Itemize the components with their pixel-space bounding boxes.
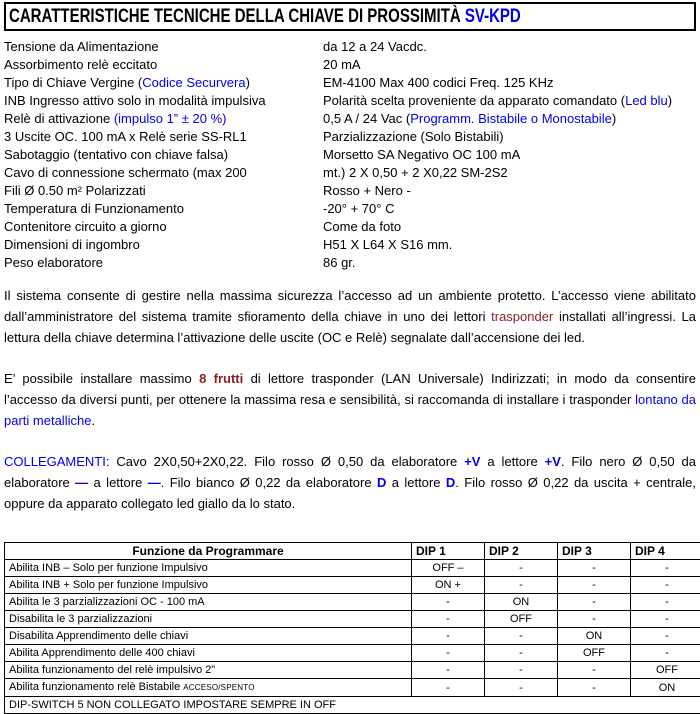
spec-value	[323, 38, 696, 56]
table-row	[5, 611, 700, 628]
text-segment: Abilita INB + Solo per funzione Impulsivo	[9, 579, 208, 591]
text-segment: Relè di attivazione	[4, 111, 114, 126]
spec-label	[4, 38, 323, 56]
cell-dip3: -	[558, 611, 631, 628]
cell-funzione	[5, 594, 412, 611]
spec-row	[4, 254, 696, 272]
cell-dip2: -	[485, 662, 558, 679]
cell-dip3: -	[558, 662, 631, 679]
spec-row	[4, 236, 696, 254]
text-segment: .	[91, 413, 95, 428]
cell-dip2: -	[485, 577, 558, 594]
paragraph	[4, 368, 696, 431]
spec-row	[4, 74, 696, 92]
spec-list	[4, 38, 696, 272]
cell-dip4: -	[631, 594, 700, 611]
spec-row	[4, 128, 696, 146]
text-segment: Peso elaboratore	[4, 255, 103, 270]
cell-dip4: -	[631, 577, 700, 594]
text-segment: lontano da parti metalliche	[4, 392, 696, 428]
text-segment: Rosso + Nero -	[323, 183, 411, 198]
spec-value	[323, 128, 696, 146]
text-segment: (impulso 1” ± 20 %)	[114, 111, 227, 126]
text-segment: 20 mA	[323, 57, 361, 72]
spec-label	[4, 218, 323, 236]
cell-funzione	[5, 679, 412, 697]
cell-dip1: -	[412, 611, 485, 628]
text-segment: Codice Securvera	[142, 75, 245, 90]
cell-dip4: OFF	[631, 662, 700, 679]
page-title	[9, 5, 548, 28]
table-row	[5, 577, 700, 594]
cell-dip4: ON	[631, 679, 700, 697]
spec-label	[4, 182, 323, 200]
text-segment: Il sistema consente di gestire nella massima sicurezza l’accesso ad un ambiente protetto. L’accesso viene abilitato dall’amministratore del sistema tramite sfioramento della chiave in uno dei lettori	[4, 288, 696, 324]
cell-dip1: -	[412, 662, 485, 679]
text-segment: . Filo rosso Ø 0,22 da uscita + centrale, oppure da apparato collegato led giallo da lo stato.	[4, 475, 696, 511]
cell-dip1: OFF –	[412, 560, 485, 577]
cell-dip2: -	[485, 560, 558, 577]
text-segment: Dimensioni di ingombro	[4, 237, 140, 252]
text-segment: a lettore	[480, 454, 544, 469]
cell-dip2: -	[485, 679, 558, 697]
cell-funzione	[5, 645, 412, 662]
column-header-dip2: DIP 2	[485, 543, 558, 560]
text-segment: INB Ingresso attivo solo in modalità impulsiva	[4, 93, 266, 108]
spec-label	[4, 254, 323, 272]
cell-dip2: OFF	[485, 611, 558, 628]
column-header-dip4: DIP 4	[631, 543, 700, 560]
cell-dip2: ON	[485, 594, 558, 611]
text-segment: —	[75, 475, 88, 490]
description-paragraphs	[4, 285, 696, 514]
column-header-dip3: DIP 3	[558, 543, 631, 560]
text-segment: Abilita Apprendimento delle 400 chiavi	[9, 647, 195, 659]
text-segment: a lettore	[386, 475, 446, 490]
spec-value	[323, 254, 696, 272]
spec-row	[4, 92, 696, 110]
spec-value	[323, 146, 696, 164]
table-row	[5, 645, 700, 662]
text-segment: Polarità scelta proveniente da apparato comandato (	[323, 93, 625, 108]
text-segment: a lettore	[88, 475, 148, 490]
cell-dip1: -	[412, 679, 485, 697]
spec-value	[323, 164, 696, 182]
text-segment: 8 frutti	[199, 371, 243, 386]
text-segment: —	[148, 475, 161, 490]
cell-dip1: ON +	[412, 577, 485, 594]
text-segment: Morsetto SA Negativo OC 100 mA	[323, 147, 520, 162]
spec-value	[323, 200, 696, 218]
table-row	[5, 560, 700, 577]
document-title-bar	[4, 2, 696, 31]
cell-dip3: OFF	[558, 645, 631, 662]
text-segment: E’ possibile installare massimo	[4, 371, 199, 386]
spec-row	[4, 110, 696, 128]
cell-funzione	[5, 628, 412, 645]
column-header-funzione: Funzione da Programmare	[5, 543, 412, 560]
spec-value	[323, 218, 696, 236]
spec-value	[323, 110, 696, 128]
cell-dip3: -	[558, 560, 631, 577]
table-row	[5, 679, 700, 697]
cell-dip1: -	[412, 645, 485, 662]
cell-funzione	[5, 611, 412, 628]
table-header-row	[5, 543, 700, 560]
spec-row	[4, 146, 696, 164]
text-segment: EM-4100 Max 400 codici Freq. 125 KHz	[323, 75, 554, 90]
table-footer-note: DIP-SWITCH 5 NON COLLEGATO IMPOSTARE SEMPRE IN OFF	[5, 697, 700, 714]
text-segment: . Filo nero Ø 0,50 da elaboratore	[4, 454, 696, 490]
text-segment: COLLEGAMENTI	[4, 454, 106, 469]
text-segment: mt.) 2 X 0,50 + 2 X0,22 SM-2S2	[323, 165, 508, 180]
paragraph	[4, 451, 696, 514]
cell-dip3: ON	[558, 628, 631, 645]
cell-dip3: -	[558, 577, 631, 594]
text-segment: : Cavo 2X0,50+2X0,22. Filo rosso Ø 0,50 da elaboratore	[106, 454, 464, 469]
table-row	[5, 662, 700, 679]
text-segment: Parzializzazione (Solo Bistabili)	[323, 129, 504, 144]
spec-row	[4, 182, 696, 200]
text-segment: Abilita funzionamento relè Bistabile	[9, 681, 183, 693]
spec-label	[4, 110, 323, 128]
table-row	[5, 628, 700, 645]
cell-dip4: -	[631, 628, 700, 645]
text-segment: Abilita funzionamento del relè impulsivo 2”	[9, 664, 215, 676]
text-segment: Abilita le 3 parzializzazioni OC - 100 mA	[9, 596, 205, 608]
cell-dip2: -	[485, 645, 558, 662]
spec-row	[4, 56, 696, 74]
text-segment: )	[246, 75, 250, 90]
text-segment: Disabilita le 3 parzializzazioni	[9, 613, 152, 625]
text-segment: )	[612, 111, 616, 126]
text-segment: Come da foto	[323, 219, 401, 234]
table-row	[5, 594, 700, 611]
spec-label	[4, 236, 323, 254]
spec-value	[323, 236, 696, 254]
spec-value	[323, 92, 696, 110]
spec-row	[4, 164, 696, 182]
text-segment: Disabilita Apprendimento delle chiavi	[9, 630, 188, 642]
paragraph	[4, 285, 696, 348]
text-segment: Abilita INB – Solo per funzione Impulsivo	[9, 562, 208, 574]
spec-label	[4, 56, 323, 74]
cell-dip3: -	[558, 679, 631, 697]
spec-value	[323, 56, 696, 74]
text-segment: Tensione da Alimentazione	[4, 39, 159, 54]
spec-value	[323, 74, 696, 92]
text-segment: 86 gr.	[323, 255, 356, 270]
text-segment: Fili Ø 0.50 m² Polarizzati	[4, 183, 146, 198]
spec-row	[4, 218, 696, 236]
table-footer-row	[5, 697, 700, 714]
spec-label	[4, 146, 323, 164]
column-header-dip1: DIP 1	[412, 543, 485, 560]
text-segment: trasponder	[491, 309, 553, 324]
text-segment: da 12 a 24 Vacdc.	[323, 39, 427, 54]
text-segment: di lettore trasponder (LAN Universale) Indirizzati; in modo da consentire l’accesso da diversi punti, per ottenere la massima resa e sensibilità, si raccomanda di installare i trasponder	[4, 371, 696, 407]
text-segment: installati all’ingressi. La lettura della chiave determina l’attivazione delle uscite (OC e Relè) segnalate dall’accensione dei led.	[4, 309, 696, 345]
text-segment: . Filo bianco Ø 0,22 da elaboratore	[161, 475, 377, 490]
cell-dip4: -	[631, 645, 700, 662]
spec-value	[323, 182, 696, 200]
text-segment: -20° + 70° C	[323, 201, 394, 216]
text-segment: Sabotaggio (tentativo con chiave falsa)	[4, 147, 228, 162]
text-segment: H51 X L64 X S16 mm.	[323, 237, 452, 252]
cell-dip4: -	[631, 611, 700, 628]
text-segment: SV-KPD	[465, 6, 521, 27]
text-segment: 3 Uscite OC. 100 mA x Relè serie SS-RL1	[4, 129, 247, 144]
spec-label	[4, 92, 323, 110]
text-segment: Assorbimento relè eccitato	[4, 57, 157, 72]
text-segment: )	[668, 93, 672, 108]
spec-label	[4, 164, 323, 182]
text-segment: +V	[545, 454, 561, 469]
text-segment: Tipo di Chiave Vergine (	[4, 75, 142, 90]
cell-dip3: -	[558, 594, 631, 611]
text-segment: CARATTERISTICHE TECNICHE DELLA CHIAVE DI PROSSIMITÀ	[9, 6, 465, 27]
cell-dip2: -	[485, 628, 558, 645]
text-segment: D	[446, 475, 455, 490]
cell-dip1: -	[412, 594, 485, 611]
cell-dip4: -	[631, 560, 700, 577]
dip-switch-table	[4, 542, 700, 714]
text-segment: Led blu	[625, 93, 668, 108]
cell-dip1: -	[412, 628, 485, 645]
spec-label	[4, 128, 323, 146]
text-segment: +V	[464, 454, 480, 469]
cell-funzione	[5, 662, 412, 679]
spec-row	[4, 200, 696, 218]
text-segment: D	[377, 475, 386, 490]
text-segment: Temperatura di Funzionamento	[4, 201, 184, 216]
cell-funzione	[5, 577, 412, 594]
text-segment: Cavo di connessione schermato (max 200	[4, 165, 247, 180]
spec-label	[4, 74, 323, 92]
text-segment: 0,5 A / 24 Vac (	[323, 111, 410, 126]
text-segment: Contenitore circuito a giorno	[4, 219, 167, 234]
spec-row	[4, 38, 696, 56]
text-segment: Programm. Bistabile o Monostabile	[410, 111, 612, 126]
spec-label	[4, 200, 323, 218]
cell-funzione	[5, 560, 412, 577]
text-segment: ACCESO/SPENTO	[183, 683, 254, 692]
